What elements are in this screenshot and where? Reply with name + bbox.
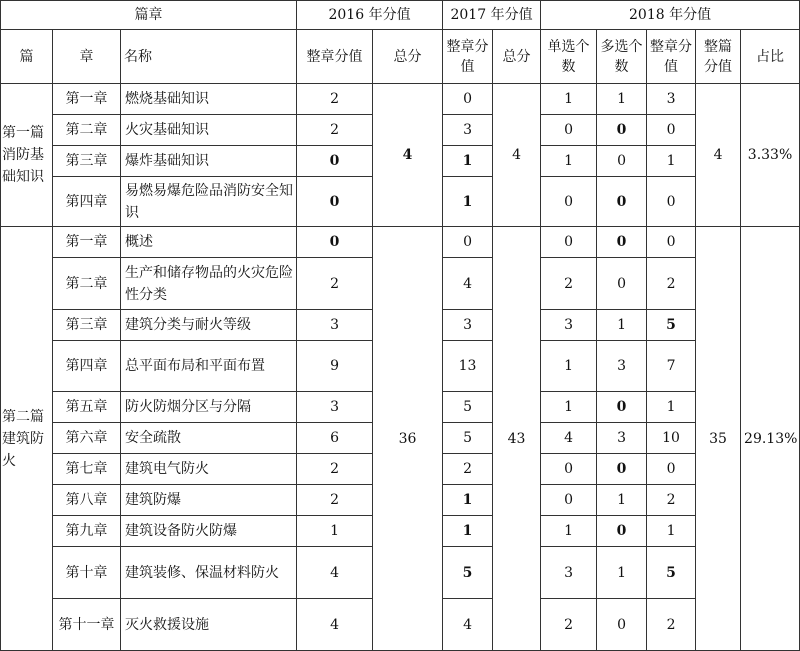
value-2017: 1 [443,516,493,547]
header-2017: 2017 年分值 [443,1,541,30]
single-count: 4 [541,423,597,454]
multi-count: 0 [597,177,647,227]
chapter-name: 建筑电气防火 [121,454,297,485]
value-2016: 4 [297,599,373,651]
chapter-name: 爆炸基础知识 [121,146,297,177]
chapter-number: 第十章 [53,547,121,599]
value-2016: 1 [297,516,373,547]
chapter-name: 灭火救援设施 [121,599,297,651]
section-ratio: 29.13% [741,227,800,651]
single-count: 0 [541,115,597,146]
single-count: 2 [541,599,597,651]
chapter-number: 第三章 [53,146,121,177]
value-2016: 2 [297,485,373,516]
value-2018: 0 [647,227,696,258]
chapter-name: 建筑防爆 [121,485,297,516]
multi-count: 1 [597,84,647,115]
value-2016: 3 [297,310,373,341]
value-2017: 0 [443,84,493,115]
value-2016: 0 [297,177,373,227]
header-2018-section-score: 整篇分值 [696,30,741,84]
header-pian: 篇 [1,30,53,84]
single-count: 2 [541,258,597,310]
value-2016: 2 [297,258,373,310]
value-2018: 2 [647,258,696,310]
chapter-number: 第八章 [53,485,121,516]
multi-count: 0 [597,115,647,146]
chapter-number: 第九章 [53,516,121,547]
value-2018: 0 [647,177,696,227]
chapter-name: 总平面布局和平面布置 [121,341,297,392]
chapter-name: 生产和储存物品的火灾危险性分类 [121,258,297,310]
multi-count: 3 [597,423,647,454]
value-2018: 5 [647,547,696,599]
value-2016: 3 [297,392,373,423]
single-count: 1 [541,516,597,547]
chapter-number: 第三章 [53,310,121,341]
single-count: 1 [541,392,597,423]
value-2017: 13 [443,341,493,392]
section-total-2017: 43 [493,227,541,651]
multi-count: 0 [597,146,647,177]
single-count: 1 [541,146,597,177]
multi-count: 0 [597,392,647,423]
value-2017: 1 [443,485,493,516]
multi-count: 0 [597,516,647,547]
header-name: 名称 [121,30,297,84]
chapter-number: 第六章 [53,423,121,454]
value-2018: 1 [647,146,696,177]
value-2017: 2 [443,454,493,485]
single-count: 1 [541,84,597,115]
chapter-number: 第一章 [53,227,121,258]
value-2018: 7 [647,341,696,392]
header-2018-single-count: 单选个数 [541,30,597,84]
header-row-top [1,1,800,30]
value-2017: 5 [443,423,493,454]
header-2018-multi-count: 多选个数 [597,30,647,84]
value-2016: 9 [297,341,373,392]
header-2017-chapter-score: 整章分值 [443,30,493,84]
chapter-number: 第四章 [53,341,121,392]
value-2017: 4 [443,258,493,310]
chapter-name: 防火防烟分区与分隔 [121,392,297,423]
header-2016-total: 总分 [373,30,443,84]
section-ratio: 3.33% [741,84,800,227]
chapter-name: 建筑设备防火防爆 [121,516,297,547]
value-2017: 5 [443,392,493,423]
section-total-2018: 4 [696,84,741,227]
value-2016: 4 [297,547,373,599]
section-total-2018: 35 [696,227,741,651]
chapter-number: 第二章 [53,258,121,310]
value-2018: 10 [647,423,696,454]
section-name: 第二篇建筑防火 [1,227,53,651]
header-2018-chapter-score: 整章分值 [647,30,696,84]
chapter-number: 第五章 [53,392,121,423]
table-row [1,227,800,258]
value-2018: 2 [647,599,696,651]
section-total-2016: 4 [373,84,443,227]
header-2016-chapter-score: 整章分值 [297,30,373,84]
multi-count: 1 [597,547,647,599]
header-2016: 2016 年分值 [297,1,443,30]
chapter-number: 第二章 [53,115,121,146]
multi-count: 0 [597,599,647,651]
multi-count: 0 [597,258,647,310]
value-2018: 1 [647,392,696,423]
header-pianzhang: 篇章 [1,1,297,30]
chapter-number: 第七章 [53,454,121,485]
multi-count: 1 [597,310,647,341]
single-count: 3 [541,547,597,599]
value-2016: 0 [297,146,373,177]
single-count: 0 [541,454,597,485]
value-2016: 2 [297,115,373,146]
chapter-name: 安全疏散 [121,423,297,454]
value-2016: 6 [297,423,373,454]
value-2018: 0 [647,454,696,485]
table-row [1,84,800,115]
chapter-name: 建筑分类与耐火等级 [121,310,297,341]
single-count: 3 [541,310,597,341]
value-2016: 2 [297,84,373,115]
section-name: 第一篇消防基础知识 [1,84,53,227]
single-count: 0 [541,177,597,227]
chapter-name: 火灾基础知识 [121,115,297,146]
value-2018: 3 [647,84,696,115]
value-2017: 1 [443,146,493,177]
section-total-2017: 4 [493,84,541,227]
chapter-name: 燃烧基础知识 [121,84,297,115]
header-row-sub [1,30,800,84]
value-2017: 5 [443,547,493,599]
multi-count: 3 [597,341,647,392]
header-2018-ratio: 占比 [741,30,800,84]
multi-count: 0 [597,227,647,258]
chapter-name: 建筑装修、保温材料防火 [121,547,297,599]
value-2018: 5 [647,310,696,341]
chapter-number: 第十一章 [53,599,121,651]
value-2017: 4 [443,599,493,651]
header-2017-total: 总分 [493,30,541,84]
value-2017: 0 [443,227,493,258]
value-2017: 3 [443,115,493,146]
section-total-2016: 36 [373,227,443,651]
value-2016: 0 [297,227,373,258]
single-count: 1 [541,341,597,392]
chapter-number: 第四章 [53,177,121,227]
chapter-name: 易燃易爆危险品消防安全知识 [121,177,297,227]
header-zhang: 章 [53,30,121,84]
multi-count: 0 [597,454,647,485]
value-2016: 2 [297,454,373,485]
value-2017: 1 [443,177,493,227]
chapter-name: 概述 [121,227,297,258]
single-count: 0 [541,227,597,258]
value-2018: 1 [647,516,696,547]
value-2017: 3 [443,310,493,341]
single-count: 0 [541,485,597,516]
chapter-number: 第一章 [53,84,121,115]
header-2018: 2018 年分值 [541,1,800,30]
value-2018: 0 [647,115,696,146]
multi-count: 1 [597,485,647,516]
value-2018: 2 [647,485,696,516]
